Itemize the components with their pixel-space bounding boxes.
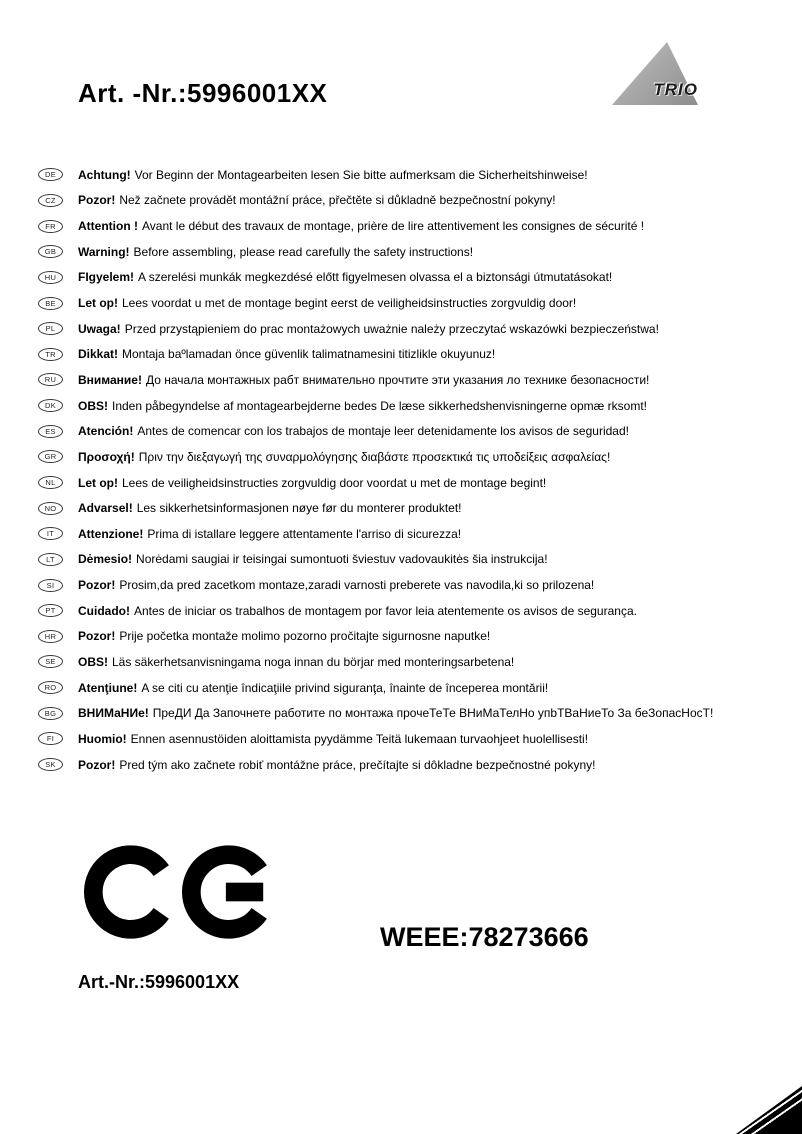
warning-lead-word: Attenzione!	[78, 526, 144, 541]
warning-text	[78, 373, 649, 387]
warning-row	[38, 418, 778, 444]
warning-row	[38, 495, 778, 521]
language-badge	[38, 399, 63, 412]
language-badge	[38, 194, 63, 207]
warning-lead-word: Dėmesio!	[78, 552, 133, 567]
warning-body-text: Lees de veiligheidsinstructies zorgvuldig door voordat u met de montage begint!	[122, 475, 547, 490]
language-code: PL	[45, 324, 56, 334]
warning-text	[78, 552, 548, 566]
language-badge	[38, 527, 63, 540]
warning-text	[78, 322, 659, 336]
language-code: PT	[45, 606, 56, 616]
language-badge	[38, 681, 63, 694]
warning-row	[38, 290, 778, 316]
warning-body-text: Ennen asennustöiden aloittamista pyydämme Teitä lukemaan turvaohjeet huolellisesti!	[130, 731, 589, 746]
language-badge	[38, 271, 63, 284]
language-code: RU	[44, 375, 57, 385]
language-code: GR	[44, 452, 57, 462]
warning-lead-word: Advarsel!	[78, 501, 133, 516]
warning-body-text: Läs säkerhetsanvisningama noga innan du börjar med monteringsarbetena!	[112, 654, 515, 669]
warning-text	[78, 168, 588, 182]
warning-text	[78, 270, 612, 284]
warning-lead-word: Cuidado!	[78, 603, 130, 618]
warning-lead-word: ВНИМаНИе!	[78, 706, 149, 721]
language-badge	[38, 732, 63, 745]
language-badge	[38, 655, 63, 668]
warning-text	[78, 399, 647, 413]
warning-lead-word: Pozor!	[78, 193, 116, 208]
warning-text	[78, 450, 610, 464]
language-code: DK	[44, 401, 57, 411]
warning-lead-word: Pozor!	[78, 578, 116, 593]
warning-row	[38, 624, 778, 650]
warning-row	[38, 675, 778, 701]
warning-body-text: Prije početka montaže molimo pozorno pročitajte sigurnosne naputke!	[119, 629, 491, 644]
warning-lead-word: OBS!	[78, 654, 108, 669]
language-badge	[38, 707, 63, 720]
language-code: ES	[45, 426, 56, 436]
footer-art-number: Art.-Nr.:5996001XX	[78, 972, 240, 992]
warning-body-text: Przed przystąpieniem do prac montażowych uważnie należy przeczytać wskazówki bezpieczeństwa!	[124, 321, 659, 336]
warning-lead-word: Uwaga!	[78, 321, 121, 336]
warning-text	[78, 347, 495, 361]
language-code: LT	[46, 554, 55, 564]
warning-row	[38, 572, 778, 598]
warning-lead-word: Let op!	[78, 475, 118, 490]
warning-text	[78, 604, 637, 618]
warning-lead-word: Dikkat!	[78, 347, 119, 362]
language-badge	[38, 373, 63, 386]
warning-text	[78, 527, 461, 541]
language-badge	[38, 425, 63, 438]
warning-body-text: Les sikkerhetsinformasjonen nøye før du monterer produktet!	[136, 501, 462, 516]
language-badge	[38, 604, 63, 617]
warning-row	[38, 393, 778, 419]
warning-lead-word: Let op!	[78, 296, 118, 311]
language-badge	[38, 450, 63, 463]
warning-row	[38, 726, 778, 752]
warning-row	[38, 444, 778, 470]
language-code: HR	[44, 631, 57, 641]
page-corner-icon	[736, 1086, 802, 1134]
warning-body-text: Avant le début des travaux de montage, prière de lire attentivement les consignes de sécurité !	[141, 219, 645, 234]
language-code: IT	[46, 529, 55, 539]
warning-lead-word: Achtung!	[78, 167, 131, 182]
warning-text	[78, 245, 473, 259]
warning-row	[38, 700, 778, 726]
warning-lead-word: Warning!	[78, 244, 130, 259]
language-code: DE	[44, 170, 57, 180]
warning-lead-word: Atención!	[78, 424, 134, 439]
language-code: SI	[46, 580, 55, 590]
trio-logo	[612, 42, 698, 105]
warning-text	[78, 758, 595, 772]
warning-row	[38, 188, 778, 214]
warning-body-text: Prima di istallare leggere attentamente l'arriso di sicurezza!	[147, 526, 462, 541]
language-code: SK	[45, 760, 56, 770]
language-code: HU	[44, 272, 57, 282]
warning-row	[38, 547, 778, 573]
warning-text	[78, 476, 546, 490]
warning-text	[78, 193, 556, 207]
warning-row	[38, 752, 778, 778]
warning-body-text: Pred tým ako začnete robiť montážne práce, prečítajte si dôkladne bezpečnostné pokyny!	[119, 757, 596, 772]
language-code: FR	[45, 221, 56, 231]
warning-row	[38, 470, 778, 496]
language-badge	[38, 553, 63, 566]
warning-lead-word: Huomio!	[78, 731, 127, 746]
warning-text	[78, 732, 588, 746]
warning-lead-word: Pozor!	[78, 757, 116, 772]
weee-number: WEEE:78273666	[380, 922, 589, 952]
warning-body-text: Prosim,da pred zacetkom montaze,zaradi varnosti preberete vas navodila,ki so prilozena!	[119, 578, 595, 593]
language-code: NO	[44, 503, 57, 513]
warning-body-text: Before assembling, please read carefully the safety instructions!	[133, 244, 474, 259]
language-code: RO	[44, 683, 57, 693]
language-code: BG	[44, 708, 57, 718]
warning-text	[78, 296, 576, 310]
warning-text	[78, 629, 490, 643]
language-code: BE	[45, 298, 56, 308]
warning-lead-word: Pozor!	[78, 629, 116, 644]
warning-row	[38, 213, 778, 239]
page-title-art-number: Art. -Nr.:5996001XX	[78, 78, 328, 108]
warning-text	[78, 424, 629, 438]
ce-mark-icon	[84, 842, 280, 942]
language-badge	[38, 579, 63, 592]
warning-body-text: Norėdami saugiai ir teisingai sumontuoti šviestuv vadovaukitės šia instrukcija!	[136, 552, 548, 567]
language-badge	[38, 630, 63, 643]
language-badge	[38, 168, 63, 181]
warning-row	[38, 239, 778, 265]
warning-text	[78, 219, 644, 233]
warning-body-text: ПреДИ Да Започнете работите по монтажа прочеТеТе ВНиМаТелНо упbТВаНиеТо За беЗопасНосТ!	[152, 706, 714, 721]
warning-body-text: Montaja baºlamadan önce güvenlik talimatnamesini titizlikle okuyunuz!	[122, 347, 496, 362]
warning-body-text: Πριν την διεξαγωγή της συναρμολόγησης διαβάστε προσεκτικά τις υποδείξεις ασφαλείας!	[138, 449, 611, 464]
warning-row	[38, 649, 778, 675]
warning-body-text: Inden påbegyndelse af montagearbejderne bedes De læse sikkerhedshenvisningerne opmæ rksomt!	[112, 398, 647, 413]
warning-lead-word: FIgyelem!	[78, 270, 135, 285]
warning-body-text: Vor Beginn der Montagearbeiten lesen Sie bitte aufmerksam die Sicherheitshinweise!	[134, 167, 588, 182]
warning-lead-word: Attention !	[78, 219, 138, 234]
warning-row	[38, 316, 778, 342]
warning-row	[38, 521, 778, 547]
language-badge	[38, 348, 63, 361]
language-badge	[38, 245, 63, 258]
language-badge	[38, 297, 63, 310]
warning-body-text: До начала монтажных рабт внимательно прочтите эти указания ло технике безопасности!	[145, 372, 650, 387]
warning-lead-word: Atenţiune!	[78, 680, 138, 695]
language-badge	[38, 322, 63, 335]
trio-logo-text: TRIO	[653, 80, 698, 99]
warning-body-text: A szerelési munkák megkezdésé előtt figyelmesen olvassa el a biztonsági útmutatásokat!	[138, 270, 613, 285]
language-code: FI	[46, 734, 55, 744]
language-badge	[38, 476, 63, 489]
warning-body-text: Lees voordat u met de montage begint eerst de veiligheidsinstructies zorgvuldig door!	[122, 296, 577, 311]
warning-row	[38, 265, 778, 291]
warning-lead-word: Внимание!	[78, 372, 142, 387]
warning-body-text: A se citi cu atenţie îndicaţiile privind siguranţa, înainte de începerea montării!	[141, 680, 549, 695]
language-badge	[38, 502, 63, 515]
warning-lead-word: OBS!	[78, 398, 108, 413]
warning-lead-word: Προσοχή!	[78, 449, 135, 464]
language-code: CZ	[45, 195, 56, 205]
language-badge	[38, 220, 63, 233]
warning-text	[78, 655, 514, 669]
language-code: GB	[44, 247, 57, 257]
warning-text	[78, 578, 594, 592]
warning-row	[38, 367, 778, 393]
warning-body-text: Antes de iniciar os trabalhos de montagem por favor leia atentemente os avisos de segurança.	[134, 603, 637, 618]
warning-text	[78, 501, 462, 515]
language-code: NL	[45, 478, 56, 487]
language-badge	[38, 758, 63, 771]
warning-row	[38, 341, 778, 367]
warning-text	[78, 681, 548, 695]
language-code: TR	[45, 349, 56, 359]
warning-body-text: Než začnete provádět montážní práce, přečtěte si důkladně bezpečnostní pokyny!	[119, 193, 556, 208]
warning-row	[38, 162, 778, 188]
warning-row	[38, 598, 778, 624]
warning-text	[78, 706, 713, 720]
warning-body-text: Antes de comencar con los trabajos de montaje leer detenidamente los avisos de seguridad!	[137, 424, 629, 439]
language-code: SE	[45, 657, 56, 667]
warnings-list	[38, 162, 778, 777]
